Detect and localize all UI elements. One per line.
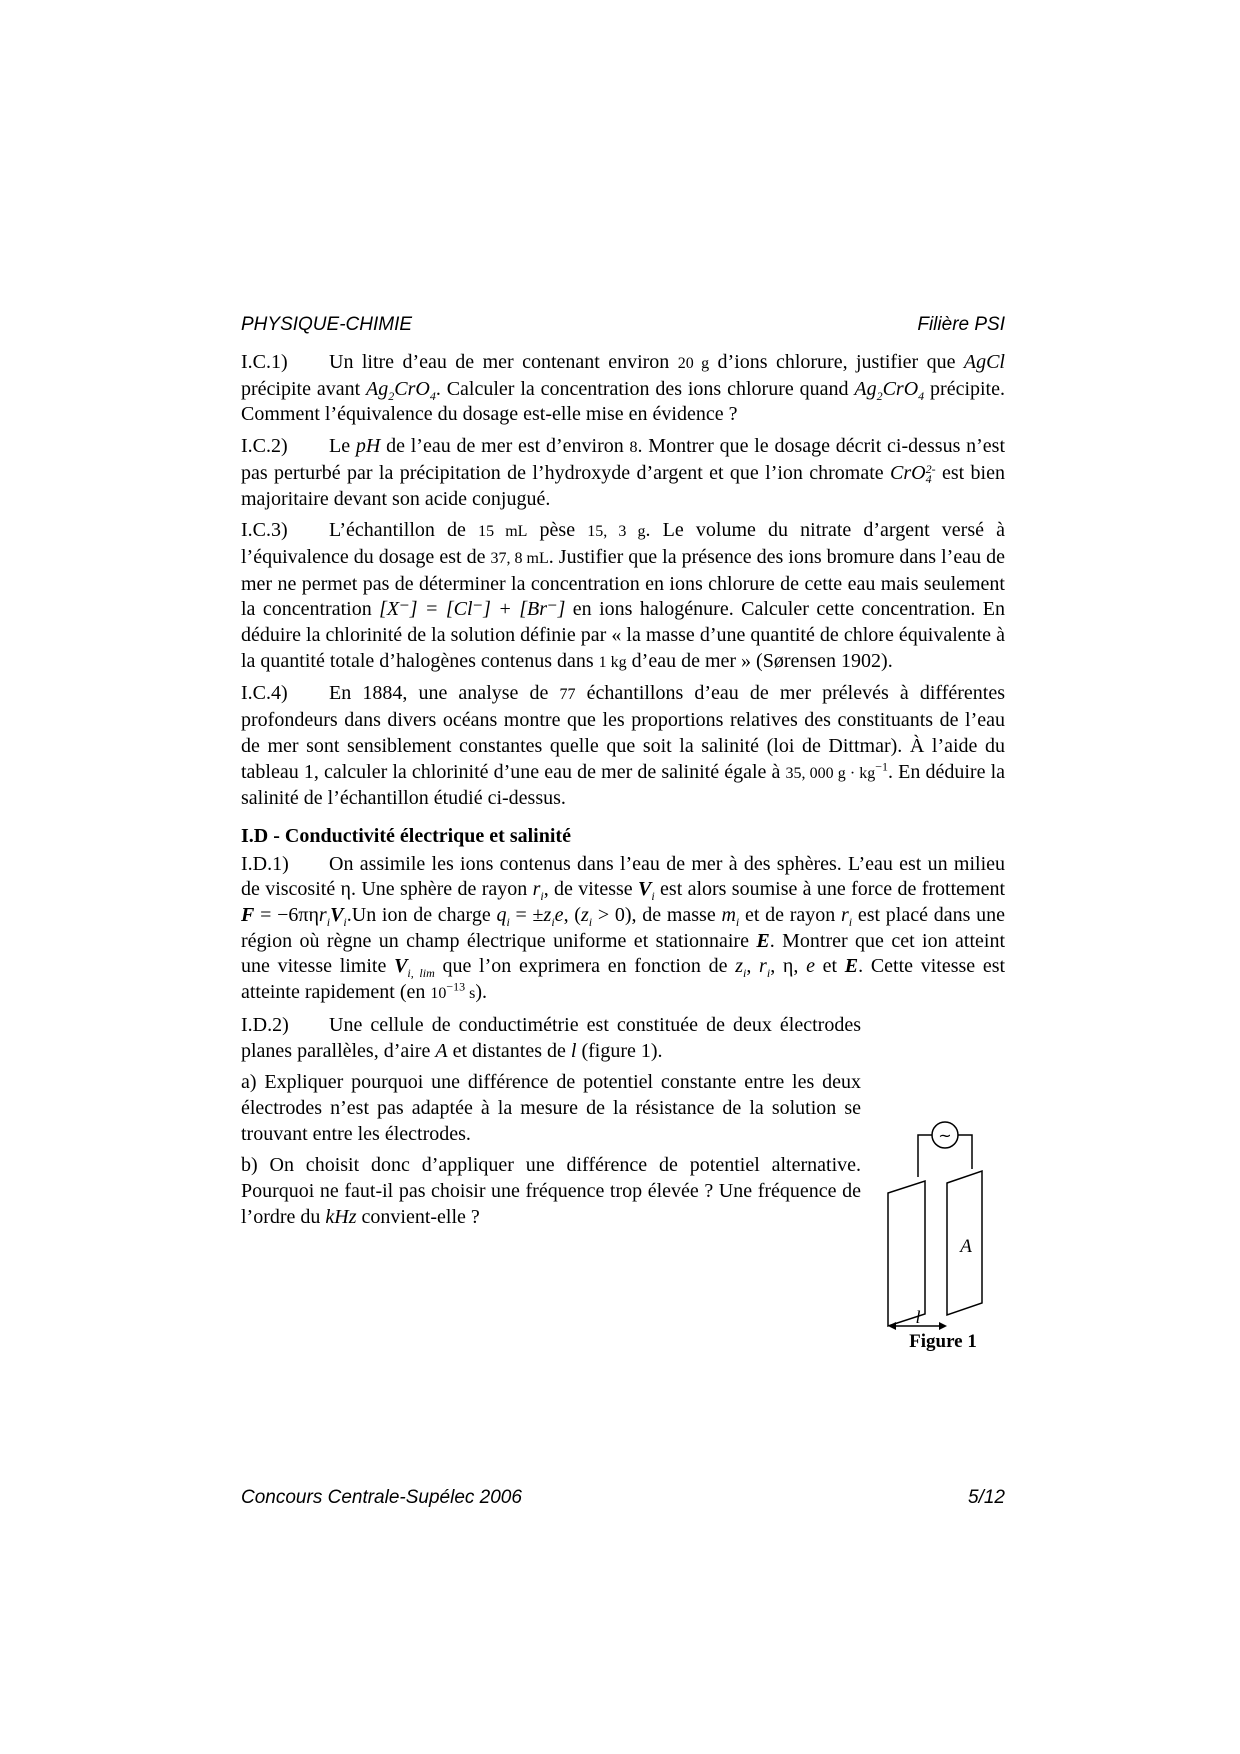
question-number: I.C.4)	[241, 682, 288, 705]
question-id2b: b) On choisit donc d’appliquer une différence de potentiel alternative. Pourquoi ne faut-il pas choisir une fréquence trop élevée ? Une fréquence de l’ordre du kHz convient-elle ?	[241, 1154, 861, 1228]
question-id2-block	[241, 1013, 861, 1231]
page-content	[241, 350, 1005, 1237]
question-number: I.C.2)	[241, 435, 288, 458]
question-ic2: I.C.2) Le pH de l’eau de mer est d’environ 8. Montrer que le dosage décrit ci-dessus n’est pas perturbé par la précipitation de l’hydroxyde d’argent et que l’ion chromate CrO 2- 4 est bien majoritaire devant son acide conjugué.	[241, 435, 1006, 510]
formula-ag2cro4: $Ag_2CrO_4$	[366, 377, 436, 403]
header-subject: PHYSIQUE-CHIMIE	[241, 314, 413, 335]
question-ic1: I.C.1) Un litre d’eau de mer contenant environ 20 g d’ions chlorure, justifier que AgCl précipite avant $Ag_2CrO_4$. Calculer la concentration des ions chlorure quand $Ag_2CrO_4$ précipite. Comment l’équivalence du dosage est-elle mise en évidence ?	[241, 351, 1005, 426]
electrode-left	[888, 1181, 925, 1326]
question-number: I.C.3)	[241, 519, 288, 542]
formula-chromate: CrO 2- 4	[890, 461, 936, 487]
formula-halide-concentration: [X⁻] = [Cl⁻] + [Br⁻]	[379, 598, 566, 621]
wire-left	[918, 1135, 932, 1177]
section-title: I.D - Conductivité électrique et salinité	[241, 824, 571, 847]
header-track: Filière PSI	[917, 314, 1005, 335]
ac-source-symbol: ~	[938, 1126, 952, 1145]
figure-caption: Figure 1	[909, 1331, 977, 1352]
conductivity-cell-diagram	[878, 1117, 1008, 1331]
question-id2: I.D.2) Une cellule de conductimétrie est constituée de deux électrodes planes parallèles, d’aire A et distantes de l (figure 1).	[241, 1013, 861, 1062]
question-ic3: I.C.3) L’échantillon de 15 mL pèse 15, 3 g. Le volume du nitrate d’argent versé à l’équivalence du dosage est de 37, 8 mL. Justifier que la présence des ions bromure dans l’eau de mer ne permet pas de déterminer la concentration en ions chlorure de cette eau mais seulement la concentration [X⁻] = [Cl⁻] + [Br⁻] en ions halogénure. Calculer cette concentration. En déduire la chlorinité de la solution définie par « la masse d’une quantité de chlore équivalente à la quantité totale d’halogènes contenus dans 1 kg d’eau de mer » (Sørensen 1902).	[241, 519, 1006, 672]
formula-ag2cro4: $Ag_2CrO_4$	[854, 377, 925, 403]
distance-label: l	[915, 1307, 921, 1327]
wire-right	[958, 1135, 972, 1169]
question-number: I.D.2)	[241, 1013, 289, 1036]
question-id1: I.D.1) On assimile les ions contenus dans l’eau de mer à des sphères. L’eau est un milieu de viscosité η. Une sphère de rayon $r_i$, de vitesse $V_i$ est alors soumise à une force de frottement $F = -6\pi\eta r_iV_i.Un$ ion de charge $q_i = \pm z_ie$, $(z_i > 0)$, de masse $m_i$ et de rayon $r_i$ est placé dans une région où règne un champ électrique uniforme et stationnaire E. Montrer que cet ion atteint une vitesse limite $V_{i, lim}$ que l’on exprimera en fonction de $z_i$, $r_i$, η, e et E. Cette vitesse est atteinte rapidement (en $10^{-13}$ s).	[241, 852, 1006, 1004]
page-footer	[241, 1487, 1005, 1509]
question-id2a: a) Expliquer pourquoi une différence de potentiel constante entre les deux électrodes n’est pas adaptée à la mesure de la résistance de la solution se trouvant entre les électrodes.	[241, 1071, 861, 1145]
footer-exam: Concours Centrale-Supélec 2006	[241, 1487, 522, 1508]
footer-page-number: 5/12	[968, 1487, 1005, 1508]
figure-1	[878, 1117, 1008, 1357]
question-number: I.C.1)	[241, 351, 288, 373]
question-number: I.D.1)	[241, 852, 289, 875]
question-ic4: I.C.4) En 1884, une analyse de 77 échantillons d’eau de mer prélevés à différentes profondeurs dans divers océans montre que les proportions relatives des constituants de l’eau de mer sont sensiblement constantes quelle que soit la salinité (loi de Dittmar). À l’aide du tableau 1, calculer la chlorinité d’une eau de mer de salinité égale à 35, 000 $g \cdot kg^{-1}$. En déduire la salinité de l’échantillon étudié ci-dessus.	[241, 682, 1005, 810]
page-header	[241, 314, 1005, 336]
area-label: A	[960, 1236, 972, 1257]
